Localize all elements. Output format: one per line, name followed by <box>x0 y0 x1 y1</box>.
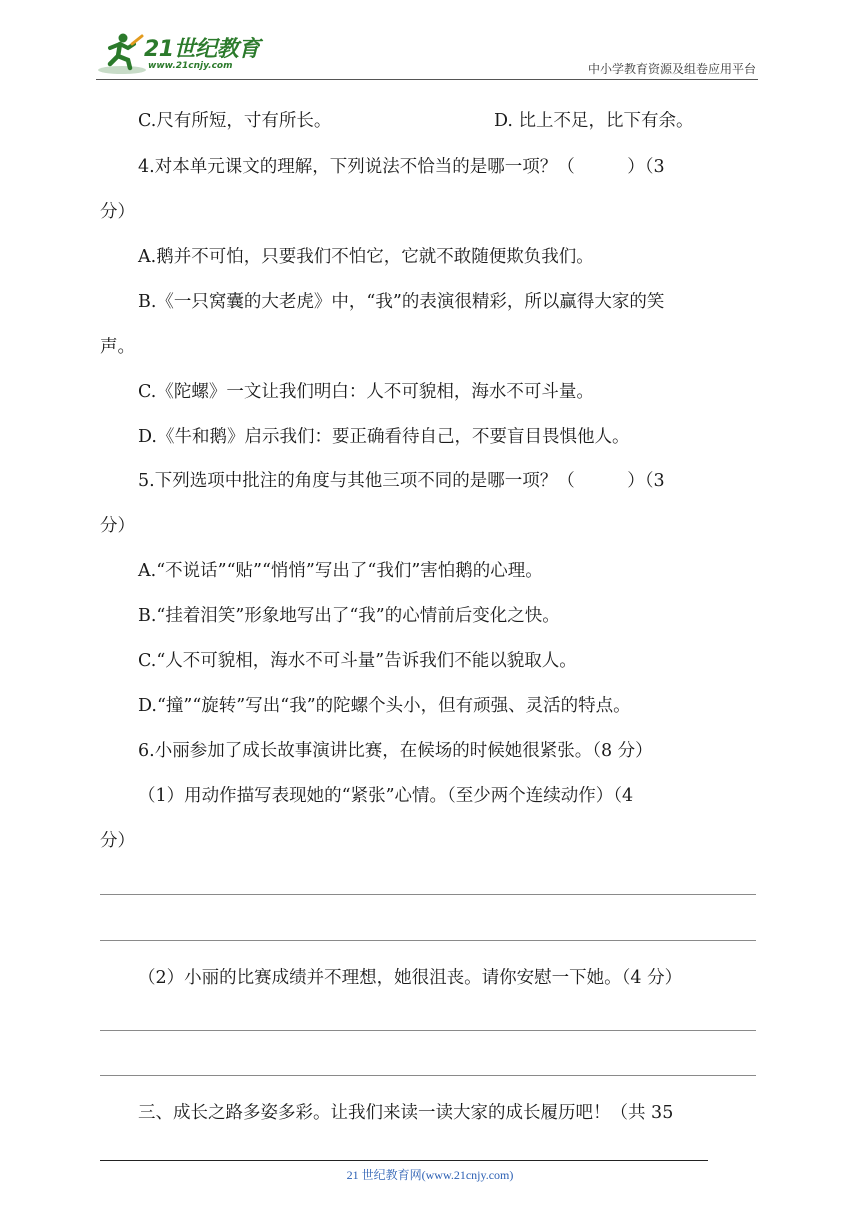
runner-icon <box>96 30 148 76</box>
q3-option-c: C.尺有所短，寸有所长。 <box>138 111 332 131</box>
q6-part1-cont: 分） <box>100 831 135 851</box>
section-3-heading: 三、成长之路多姿多彩。让我们来读一读大家的成长履历吧！（共 35 <box>138 1103 674 1123</box>
q6-stem: 6.小丽参加了成长故事演讲比赛，在候场的时候她很紧张。（8 分） <box>138 741 653 761</box>
q4-option-c: C.《陀螺》一文让我们明白：人不可貌相，海水不可斗量。 <box>138 382 594 402</box>
q6-part1: （1）用动作描写表现她的“紧张”心情。（至少两个连续动作）（4 <box>138 786 634 806</box>
q5-stem-cont: 分） <box>100 516 135 536</box>
q5-option-a: A.“不说话”“贴”“悄悄”写出了“我们”害怕鹅的心理。 <box>138 561 543 581</box>
footer-divider <box>100 1160 708 1161</box>
site-logo <box>96 30 266 78</box>
q5-option-d: D.“撞”“旋转”写出“我”的陀螺个头小，但有顽强、灵活的特点。 <box>138 696 631 716</box>
footer-text: 21 世纪教育网(www.21cnjy.com) <box>346 1168 514 1182</box>
answer-line <box>100 894 756 895</box>
q5-option-c: C.“人不可貌相，海水不可斗量”告诉我们不能以貌取人。 <box>138 651 577 671</box>
q4-option-d: D.《牛和鹅》启示我们：要正确看待自己，不要盲目畏惧他人。 <box>138 427 630 447</box>
q4-option-a: A.鹅并不可怕，只要我们不怕它，它就不敢随便欺负我们。 <box>138 247 594 267</box>
q5-option-b: B.“挂着泪笑”形象地写出了“我”的心情前后变化之快。 <box>138 606 560 626</box>
platform-name: 中小学教育资源及组卷应用平台 <box>587 62 756 76</box>
q4-option-b: B.《一只窝囊的大老虎》中，“我”的表演很精彩，所以赢得大家的笑 <box>138 292 665 312</box>
q3-option-d: D. 比上不足，比下有余。 <box>494 111 694 131</box>
q6-part2: （2）小丽的比赛成绩并不理想，她很沮丧。请你安慰一下她。（4 分） <box>138 968 683 988</box>
logo-text: 21世纪教育 <box>144 37 260 62</box>
q4-stem-cont: 分） <box>100 202 135 222</box>
answer-line <box>100 940 756 941</box>
header-divider <box>96 79 758 80</box>
answer-line <box>100 1030 756 1031</box>
q5-stem: 5.下列选项中批注的角度与其他三项不同的是哪一项？（ ）（3 <box>138 471 665 491</box>
logo-url: www.21cnjy.com <box>148 61 233 71</box>
q4-stem: 4.对本单元课文的理解，下列说法不恰当的是哪一项？（ ）（3 <box>138 157 665 177</box>
q4-option-b-cont: 声。 <box>100 337 135 357</box>
page-header <box>0 0 860 82</box>
answer-line <box>100 1075 756 1076</box>
